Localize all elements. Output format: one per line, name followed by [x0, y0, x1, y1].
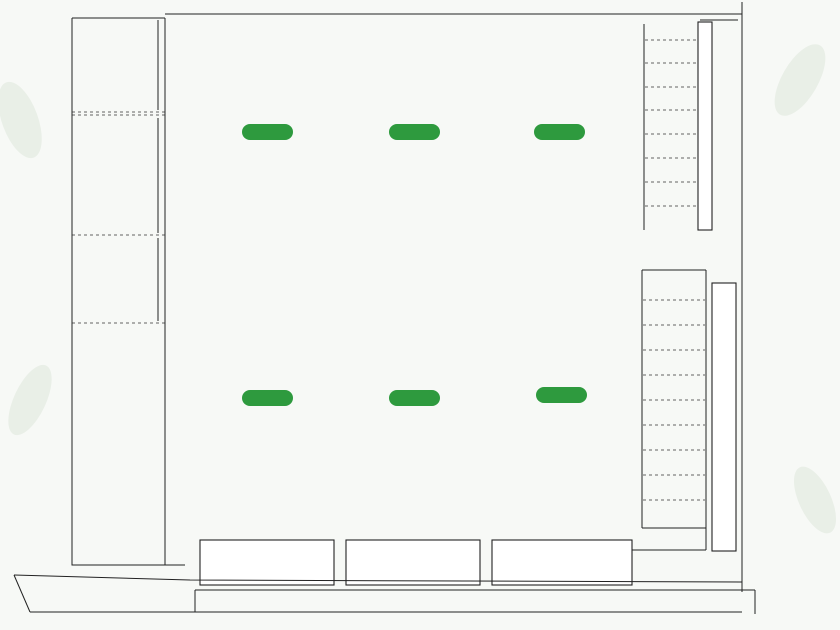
outer-boundary — [165, 2, 742, 592]
manzana-tag-1 — [242, 124, 293, 140]
manzana-tag-4 — [242, 390, 293, 406]
manzana-tag-2 — [389, 124, 440, 140]
left-strip — [72, 18, 185, 565]
right-strip — [632, 22, 736, 551]
manzana-tag-3 — [534, 124, 585, 140]
manzana-tag-6 — [536, 387, 587, 403]
manzana-tag-5 — [389, 390, 440, 406]
commercial-zones — [200, 540, 632, 585]
roads — [14, 575, 755, 614]
